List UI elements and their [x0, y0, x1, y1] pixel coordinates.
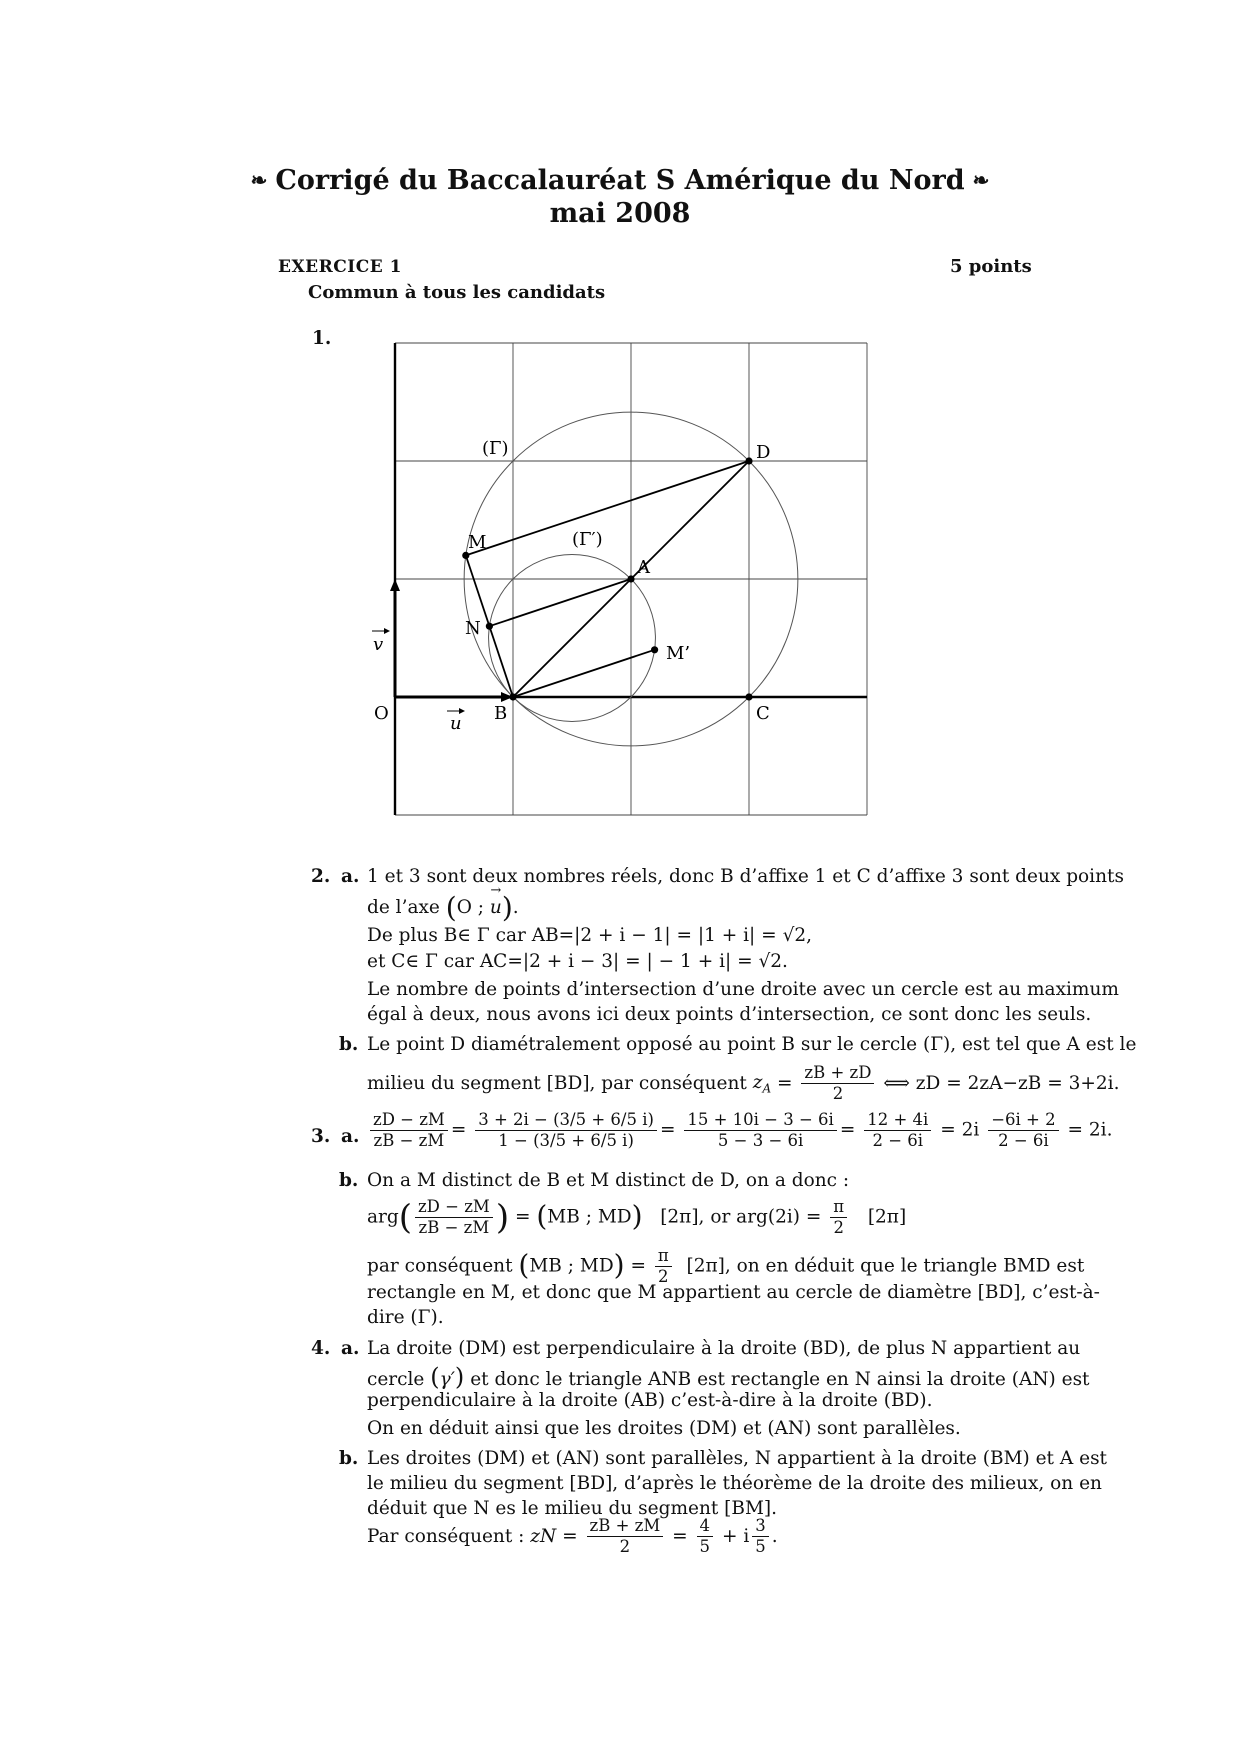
- segment-NA: [489, 579, 631, 626]
- point-A: [627, 575, 634, 582]
- question-3b-label: b.: [339, 1170, 359, 1191]
- q3b-line-4: rectangle en M, et donc que M appartient au cercle de diamètre [BD], c’est-à-: [367, 1282, 1100, 1303]
- question-1-number: 1.: [312, 328, 332, 349]
- segment-BMprime: [513, 650, 655, 697]
- point-M-prime: [651, 646, 658, 653]
- q2a-axis-o: O ;: [456, 897, 484, 918]
- q4b-line-3: déduit que N es le milieu du segment [BM].: [367, 1498, 778, 1519]
- q4b-line-4: Par conséquent : zN = $\frac{zB + zM}{2}$ = $\frac{4}{5}$ + i $\frac{3}{5}$ .: [367, 1516, 778, 1556]
- q2b-line-1: Le point D diamétralement opposé au point B sur le cercle (Γ), est tel que A est le: [367, 1034, 1137, 1055]
- exercise-points: 5 points: [950, 256, 1032, 277]
- q3b-line-2: arg( $\frac{zD - zM}{zB - zM}$ ) = (MB ; MD) [2π], or arg(2i) = $\frac{\pi}{2}$ [2π]: [367, 1197, 907, 1238]
- label-O: O: [374, 703, 389, 724]
- q2a-line-4: et C∈ Γ car AC=|2 + i − 3| = | − 1 + i| = √2.: [367, 951, 788, 972]
- question-3-number: 3.: [311, 1126, 331, 1147]
- q4a-line-2: cercle (γ′) et donc le triangle ANB est rectangle en N ainsi la droite (AN) est: [367, 1363, 1090, 1391]
- label-D: D: [756, 442, 771, 463]
- q2b-line-2: milieu du segment [BD], par conséquent $z_A$ = $\frac{zB + zD}{2}$ ⟺ zD = 2zA−zB = 3+2i.: [367, 1063, 1120, 1103]
- q4a-line-4: On en déduit ainsi que les droites (DM) et (AN) sont parallèles.: [367, 1418, 961, 1439]
- ornament-left-icon: ❧: [250, 168, 268, 192]
- q3b-line-3: par conséquent (MB ; MD) = $\frac{\pi}{2}$ [2π], on en déduit que le triangle BMD est: [367, 1246, 1085, 1286]
- document-date: mai 2008: [549, 198, 691, 229]
- point-N: [486, 623, 493, 630]
- q4b-line-1: Les droites (DM) et (AN) sont parallèles, N appartient à la droite (BM) et A est: [367, 1448, 1107, 1469]
- q3a-equation: $\frac{zD - zM}{zB - zM}$ = $\frac{3 + 2i - (3/5 + 6/5 i)}{1 - (3/5 + 6/5 i)}$ = $\frac{15 + 10i - 3 - 6i}{5 - 3 - 6i}$ = $\frac{12 + 4i}{2 - 6i}$ = 2i $\frac{-6i + 2}{2 - 6i}$ = 2i.: [367, 1110, 1112, 1151]
- label-M: M: [468, 532, 487, 553]
- q2b-frac-num: zB + zD: [804, 1063, 872, 1082]
- geometry-figure: [0, 0, 1240, 860]
- q3b-line-1: On a M distinct de B et M distinct de D, on a donc :: [367, 1170, 850, 1191]
- label-B: B: [494, 703, 508, 724]
- label-M-prime: M’: [666, 643, 691, 664]
- point-D: [745, 457, 752, 464]
- question-2-number: 2.: [311, 866, 331, 887]
- exercise-label: EXERCICE 1: [278, 257, 402, 277]
- q2a-axis-u: → u: [490, 897, 502, 918]
- ornament-right-icon: ❧: [972, 168, 990, 192]
- question-3a-label: a.: [341, 1126, 360, 1147]
- q2a-line-1: 1 et 3 sont deux nombres réels, donc B d’affixe 1 et C d’affixe 3 sont deux points: [367, 866, 1124, 887]
- question-4-number: 4.: [311, 1338, 331, 1359]
- q2a-line-3: De plus B∈ Γ car AB=|2 + i − 1| = |1 + i| = √2,: [367, 925, 813, 946]
- question-2b-label: b.: [339, 1034, 359, 1055]
- point-B: [509, 693, 516, 700]
- label-u: u: [450, 713, 462, 734]
- q2a-line-6: égal à deux, nous avons ici deux points d’intersection, ce sont donc les seuls.: [367, 1004, 1092, 1025]
- q4a-line-1: La droite (DM) est perpendiculaire à la droite (BD), de plus N appartient au: [367, 1338, 1081, 1359]
- v-arrow-icon: [390, 579, 400, 591]
- q2a-axis-text: de l’axe: [367, 897, 440, 918]
- question-4a-label: a.: [341, 1338, 360, 1359]
- labels: [373, 438, 770, 734]
- q3b-line-5: dire (Γ).: [367, 1307, 444, 1328]
- label-v-arrowhead-icon: [384, 628, 390, 634]
- q4a-line-3: perpendiculaire à la droite (AB) c’est-à-dire à la droite (BD).: [367, 1390, 933, 1411]
- label-N: N: [465, 618, 481, 639]
- title-text: Corrigé du Baccalauréat S Amérique du Nord: [275, 165, 965, 196]
- label-gamma: (Γ): [482, 438, 509, 459]
- question-2a-label: a.: [341, 866, 360, 887]
- q2a-line-2: de l’axe (O ; → u).: [367, 891, 519, 924]
- label-gamma-prime: (Γ′): [572, 529, 603, 550]
- q4b-line-2: le milieu du segment [BD], d’après le théorème de la droite des milieux, on en: [367, 1473, 1102, 1494]
- q2a-line-5: Le nombre de points d’intersection d’une droite avec un cercle est au maximum: [367, 979, 1119, 1000]
- label-C: C: [756, 703, 770, 724]
- exercise-subtitle: Commun à tous les candidats: [308, 282, 606, 303]
- label-A: A: [637, 557, 650, 578]
- point-C: [745, 693, 752, 700]
- question-4b-label: b.: [339, 1448, 359, 1469]
- segment-MD: [466, 461, 749, 555]
- label-v: v: [373, 634, 384, 655]
